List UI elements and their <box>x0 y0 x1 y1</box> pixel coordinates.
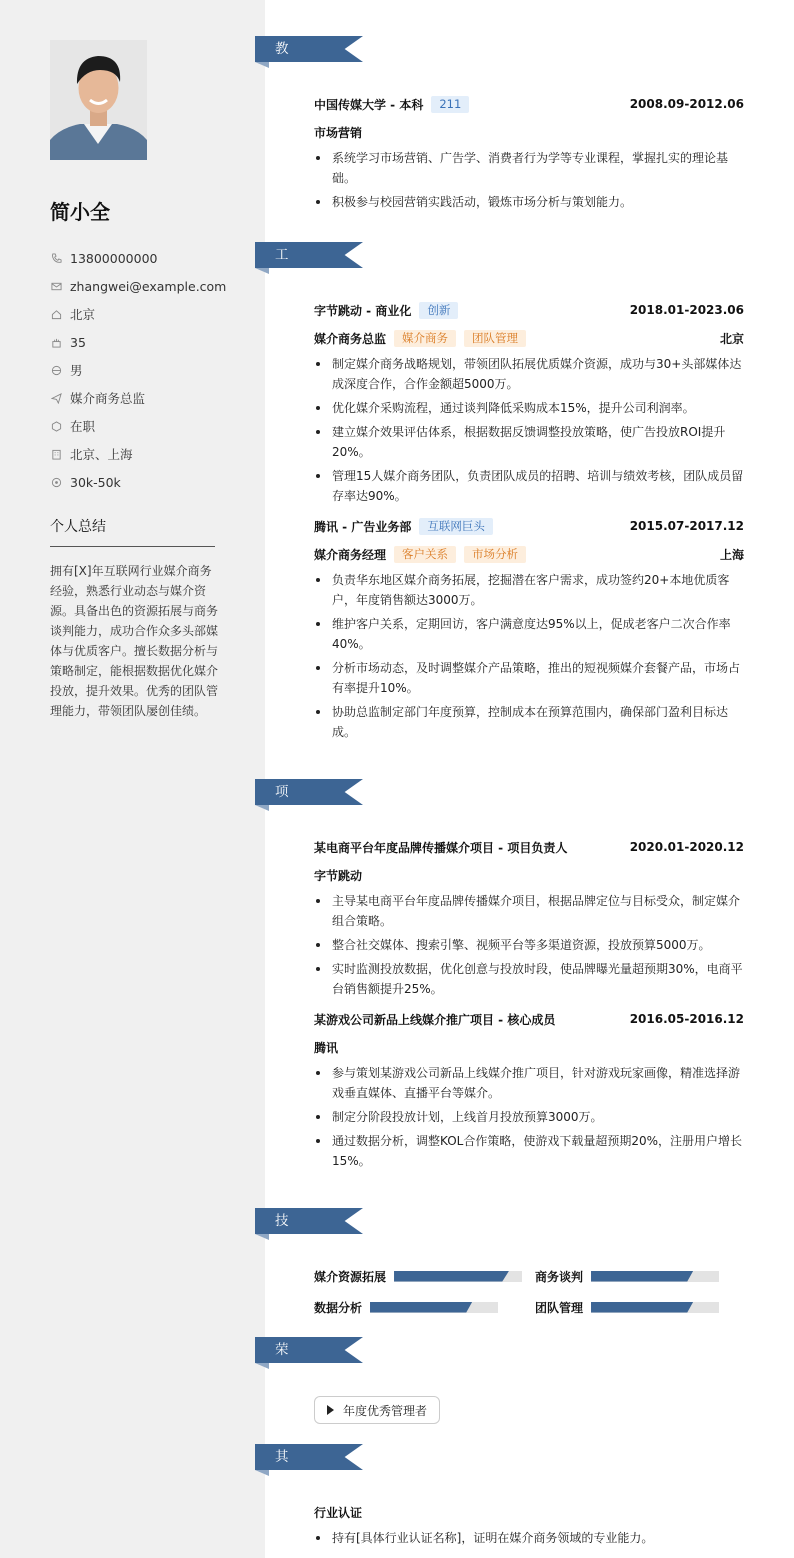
skill-bar-fill <box>394 1271 509 1282</box>
section-work-title: 工作经历 <box>275 247 289 341</box>
project-org-row <box>314 1037 744 1057</box>
section-skills-title: 技能专长 <box>275 1213 289 1307</box>
status-icon <box>50 420 62 432</box>
project-org: 字节跳动 <box>314 868 363 883</box>
section-other-title: 其他信息 <box>275 1449 289 1543</box>
skill-item <box>314 1297 498 1317</box>
education-content <box>314 94 744 216</box>
info-gender-value: 男 <box>70 363 83 378</box>
info-salary-value: 30k-50k <box>70 474 121 490</box>
skill-bar-fill <box>370 1302 472 1313</box>
work-role-row <box>314 328 744 348</box>
award-item-button[interactable] <box>314 1396 440 1424</box>
mail-icon <box>50 280 62 292</box>
work-city: 上海 <box>719 547 744 562</box>
list-item: 建立媒介效果评估体系，根据数据反馈调整投放策略，使广告投放ROI提升20%。 <box>314 422 744 462</box>
summary-title: 个人总结 <box>50 516 215 547</box>
list-item: 负责华东地区媒介商务拓展，挖掘潜在客户需求，成功签约20+本地优质客户，年度销售额达3000万。 <box>314 570 744 610</box>
info-salary <box>50 468 230 496</box>
project-entry <box>314 837 744 999</box>
school-name: 中国传媒大学 - 本科 <box>314 97 424 112</box>
skill-bar <box>370 1302 498 1313</box>
info-location <box>50 300 230 328</box>
info-phone <box>50 244 230 272</box>
role-tag: 客户关系 <box>394 546 456 563</box>
education-header <box>314 94 744 114</box>
list-item: 管理15人媒介商务团队，负责团队成员的招聘、培训与绩效考核，团队成员留存率达90%。 <box>314 466 744 506</box>
info-email <box>50 272 230 300</box>
list-item: 优化媒介采购流程，通过谈判降低采购成本15%，提升公司利润率。 <box>314 398 744 418</box>
project-entry <box>314 1009 744 1171</box>
skill-bar <box>394 1271 522 1282</box>
age-icon <box>50 336 62 348</box>
skill-bar <box>591 1302 719 1313</box>
education-date: 2008.09-2012.06 <box>629 97 744 111</box>
skill-bar-fill <box>591 1271 693 1282</box>
avatar <box>50 40 147 160</box>
list-item: 维护客户关系，定期回访，客户满意度达95%以上，促成老客户二次合作率40%。 <box>314 614 744 654</box>
avatar-photo <box>50 40 147 160</box>
info-city-value: 北京、上海 <box>70 447 133 462</box>
work-entry <box>314 300 744 506</box>
summary-text: 拥有[X]年互联网行业媒介商务经验，熟悉行业动态与媒介资源。具备出色的资源拓展与商务谈判能力，成功合作众多头部媒体与优质客户。擅长数据分析与策略制定，能根据数据优化媒介投放，提升效果。优秀的团队管理能力，带领团队屡创佳绩。 <box>50 564 219 718</box>
contact-info-list <box>50 244 230 496</box>
info-status <box>50 412 230 440</box>
list-item: 系统学习市场营销、广告学、消费者行为学等专业课程，掌握扎实的理论基础。 <box>314 148 744 188</box>
list-item: 实时监测投放数据，优化创意与投放时段，使品牌曝光量超预期30%，电商平台销售额提升25%。 <box>314 959 744 999</box>
work-date: 2018.01-2023.06 <box>629 303 744 317</box>
other-content <box>314 1502 744 1552</box>
skill-item <box>314 1266 522 1286</box>
company-name: 字节跳动 - 商业化 <box>314 303 412 318</box>
project-date: 2020.01-2020.12 <box>629 840 744 854</box>
work-city: 北京 <box>719 331 744 346</box>
skill-name: 媒介资源拓展 <box>314 1269 387 1284</box>
role-tag: 媒介商务 <box>394 330 456 347</box>
candidate-name: 简小全 <box>50 200 110 224</box>
list-item: 通过数据分析，调整KOL合作策略，使游戏下载量超预期20%，注册用户增长15%。 <box>314 1131 744 1171</box>
skill-item <box>535 1297 719 1317</box>
project-title: 某电商平台年度品牌传播媒介项目 - 项目负责人 <box>314 840 568 855</box>
info-status-value: 在职 <box>70 419 96 434</box>
play-icon <box>327 1405 334 1415</box>
work-content <box>314 300 744 752</box>
school-tag: 211 <box>431 96 469 113</box>
info-gender <box>50 356 230 384</box>
major-name: 市场营销 <box>314 125 363 140</box>
skill-item <box>535 1266 719 1286</box>
list-item: 制定媒介商务战略规划，带领团队拓展优质媒介资源，成功与30+头部媒体达成深度合作，合作金额超5000万。 <box>314 354 744 394</box>
skill-name: 团队管理 <box>535 1300 584 1315</box>
work-header <box>314 300 744 320</box>
work-header <box>314 516 744 536</box>
project-bullets <box>314 891 744 999</box>
project-bullets <box>314 1063 744 1171</box>
work-entry <box>314 516 744 742</box>
skill-name: 数据分析 <box>314 1300 363 1315</box>
list-item: 主导某电商平台年度品牌传播媒介项目，根据品牌定位与目标受众，制定媒介组合策略。 <box>314 891 744 931</box>
project-date: 2016.05-2016.12 <box>629 1012 744 1026</box>
company-tag: 互联网巨头 <box>419 518 493 535</box>
role-name: 媒介商务总监 <box>314 331 387 346</box>
list-item: 整合社交媒体、搜索引擎、视频平台等多渠道资源，投放预算5000万。 <box>314 935 744 955</box>
project-title: 某游戏公司新品上线媒介推广项目 - 核心成员 <box>314 1012 556 1027</box>
list-item: 制定分阶段投放计划，上线首月投放预算3000万。 <box>314 1107 744 1127</box>
info-city <box>50 440 230 468</box>
skill-bar <box>591 1271 719 1282</box>
work-date: 2015.07-2017.12 <box>629 519 744 533</box>
sidebar <box>0 0 265 1558</box>
project-header <box>314 837 744 857</box>
home-icon <box>50 308 62 320</box>
list-item: 参与策划某游戏公司新品上线媒介推广项目，针对游戏玩家画像，精准选择游戏垂直媒体、直播平台等媒介。 <box>314 1063 744 1103</box>
work-bullets <box>314 570 744 742</box>
role-name: 媒介商务经理 <box>314 547 387 562</box>
phone-icon <box>50 252 62 264</box>
work-role-row <box>314 544 744 564</box>
education-bullets <box>314 148 744 212</box>
education-major <box>314 122 744 142</box>
info-age <box>50 328 230 356</box>
skill-name: 商务谈判 <box>535 1269 584 1284</box>
project-org-row <box>314 865 744 885</box>
info-age-value: 35 <box>70 334 86 350</box>
info-position <box>50 384 230 412</box>
section-awards-title: 荣誉奖项 <box>275 1342 289 1436</box>
info-phone-value: 13800000000 <box>70 250 158 266</box>
list-item: 协助总监制定部门年度预算，控制成本在预算范围内，确保部门盈利目标达成。 <box>314 702 744 742</box>
list-item: 持有[具体行业认证名称]，证明在媒介商务领域的专业能力。 <box>314 1528 744 1548</box>
role-tag: 团队管理 <box>464 330 526 347</box>
project-header <box>314 1009 744 1029</box>
role-tag: 市场分析 <box>464 546 526 563</box>
salary-icon <box>50 476 62 488</box>
list-item: 积极参与校园营销实践活动，锻炼市场分析与策划能力。 <box>314 192 744 212</box>
gender-icon <box>50 364 62 376</box>
award-label: 年度优秀管理者 <box>343 1403 428 1418</box>
project-org: 腾讯 <box>314 1040 339 1055</box>
work-bullets <box>314 354 744 506</box>
info-position-value: 媒介商务总监 <box>70 391 146 406</box>
info-location-value: 北京 <box>70 307 96 322</box>
other-bullets <box>314 1528 744 1548</box>
building-icon <box>50 448 62 460</box>
company-tag: 创新 <box>419 302 458 319</box>
list-item: 分析市场动态，及时调整媒介产品策略，推出的短视频媒介套餐产品，市场占有率提升10%。 <box>314 658 744 698</box>
skill-bar-fill <box>591 1302 693 1313</box>
section-project-title: 项目经历 <box>275 784 289 878</box>
section-education-title: 教育经历 <box>275 41 289 135</box>
other-title: 行业认证 <box>314 1505 363 1520</box>
other-header <box>314 1502 744 1522</box>
send-icon <box>50 392 62 404</box>
company-name: 腾讯 - 广告业务部 <box>314 519 412 534</box>
info-email-value: zhangwei@example.com <box>70 278 227 294</box>
project-content <box>314 837 744 1181</box>
